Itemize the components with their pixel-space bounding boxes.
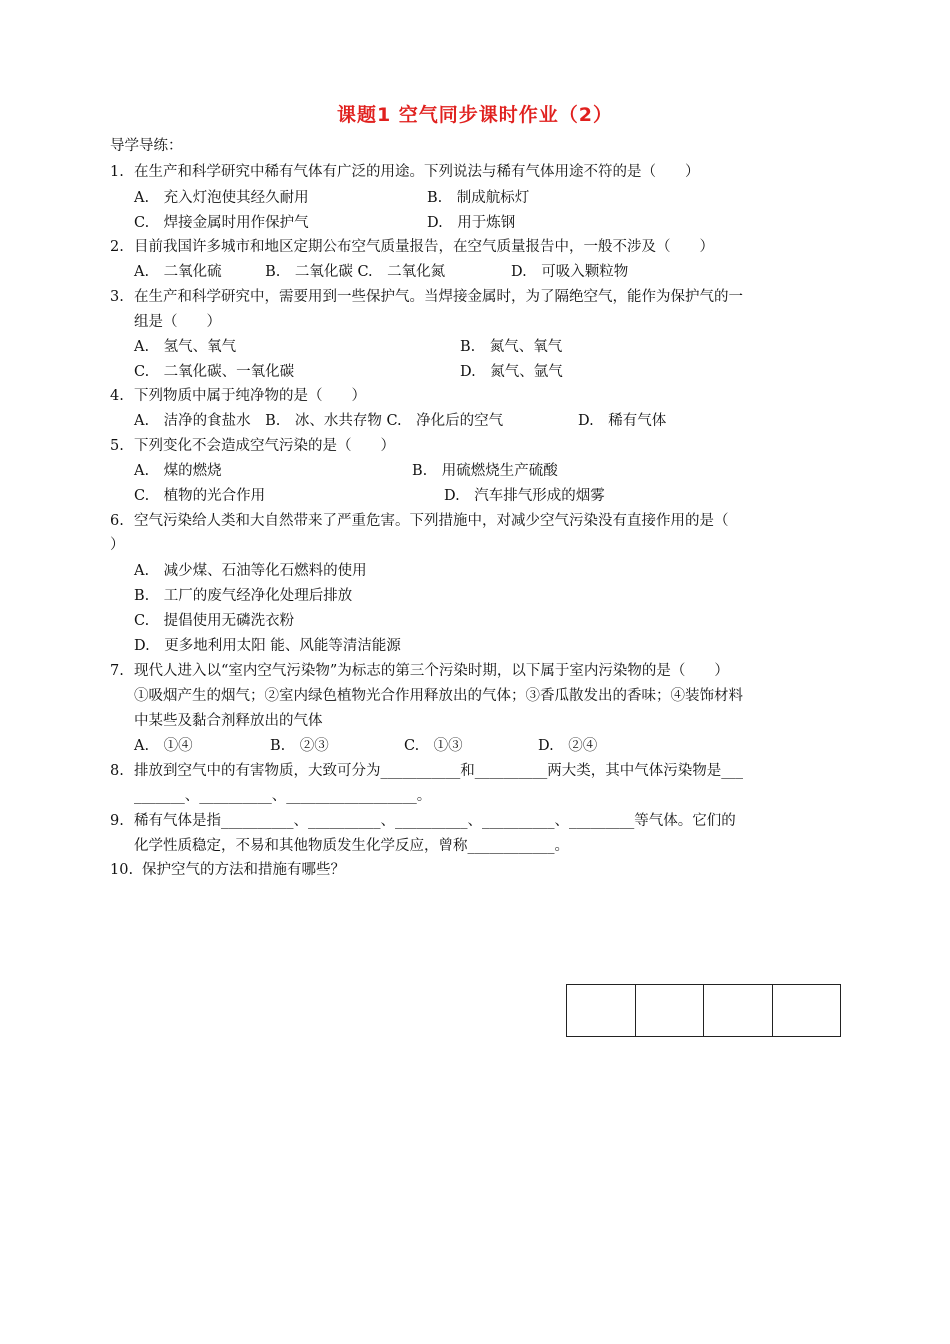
q2-option-d[interactable]: D. 可吸入颗粒物 [511, 264, 629, 280]
q6-option-b[interactable]: B. 工厂的废气经净化处理后排放 [134, 588, 353, 604]
q5-option-a[interactable]: A. 煤的燃烧 [134, 463, 222, 479]
q4-option-d[interactable]: D. 稀有气体 [578, 413, 667, 429]
question-7-items: ①吸烟产生的烟气；②室内绿色植物光合作用释放出的气体；③香瓜散发出的香味；④装饰材料 [134, 688, 743, 704]
q1-option-b[interactable]: B. 制成航标灯 [427, 190, 530, 206]
q6-option-c[interactable]: C. 提倡使用无磷洗衣粉 [134, 613, 295, 629]
page-title: 课题1 空气同步课时作业（2） [336, 104, 614, 126]
question-10: 10. 保护空气的方法和措施有哪些？ [110, 862, 345, 878]
question-9-cont[interactable]: 化学性质稳定，不易和其他物质发生化学反应，曾称____________。 [134, 838, 569, 854]
q1-option-c[interactable]: C. 焊接金属时用作保护气 [134, 215, 309, 231]
question-8-blanks[interactable]: _______、__________、__________________。 [134, 788, 432, 804]
q6-option-d[interactable]: D. 更多地利用太阳 能、风能等清洁能源 [134, 638, 401, 654]
score-grid [566, 984, 841, 1037]
score-cell [567, 985, 636, 1036]
question-6: 6. 空气污染给人类和大自然带来了严重危害。下列措施中，对减少空气污染没有直接作用的是（ [110, 513, 729, 529]
q3-option-a[interactable]: A. 氢气、氧气 [134, 339, 237, 355]
q3-option-c[interactable]: C. 二氧化碳、一氧化碳 [134, 364, 295, 380]
q3-option-d[interactable]: D. 氮气、氩气 [460, 364, 563, 380]
question-9: 9. 稀有气体是指__________、__________、__________、__________、_________等气体。它们的 [110, 813, 736, 829]
question-5: 5. 下列变化不会造成空气污染的是（ ） [110, 438, 395, 454]
question-7: 7. 现代人进入以“室内空气污染物”为标志的第三个污染时期，以下属于室内污染物的是（ ） [110, 663, 729, 679]
score-cell [704, 985, 773, 1036]
question-6-cont: ） [110, 537, 125, 553]
q1-option-a[interactable]: A. 充入灯泡使其经久耐用 [134, 190, 309, 206]
question-7-cont: 中某些及黏合剂释放出的气体 [134, 713, 323, 729]
q5-option-d[interactable]: D. 汽车排气形成的烟雾 [444, 488, 605, 504]
q2-options-abc[interactable]: A. 二氧化硫 B. 二氧化碳 C. 二氧化氮 [134, 264, 446, 280]
q3-option-b[interactable]: B. 氮气、氧气 [460, 339, 563, 355]
q7-option-b[interactable]: B. ②③ [270, 738, 329, 754]
question-2: 2. 目前我国许多城市和地区定期公布空气质量报告，在空气质量报告中，一般不涉及（ ） [110, 239, 714, 255]
q5-option-c[interactable]: C. 植物的光合作用 [134, 488, 266, 504]
q7-option-d[interactable]: D. ②④ [538, 738, 598, 754]
q1-option-d[interactable]: D. 用于炼钢 [427, 215, 516, 231]
question-8: 8. 排放到空气中的有害物质，大致可分为___________和__________两大类，其中气体污染物是___ [110, 763, 743, 779]
score-cell [773, 985, 841, 1036]
question-3-cont: 组是（ ） [134, 314, 221, 330]
q6-option-a[interactable]: A. 减少煤、石油等化石燃料的使用 [134, 563, 367, 579]
score-cell [636, 985, 705, 1036]
question-1: 1. 在生产和科学研究中稀有气体有广泛的用途。下列说法与稀有气体用途不符的是（ ） [110, 164, 700, 180]
question-4: 4. 下列物质中属于纯净物的是（ ） [110, 388, 366, 404]
q4-options-abc[interactable]: A. 洁净的食盐水 B. 冰、水共存物 C. 净化后的空气 [134, 413, 504, 429]
q7-option-c[interactable]: C. ①③ [404, 738, 463, 754]
section-subtitle: 导学导练： [110, 138, 183, 154]
q7-option-a[interactable]: A. ①④ [134, 738, 193, 754]
question-3: 3. 在生产和科学研究中，需要用到一些保护气。当焊接金属时，为了隔绝空气，能作为保护气的一 [110, 289, 743, 305]
q5-option-b[interactable]: B. 用硫燃烧生产硫酸 [412, 463, 558, 479]
